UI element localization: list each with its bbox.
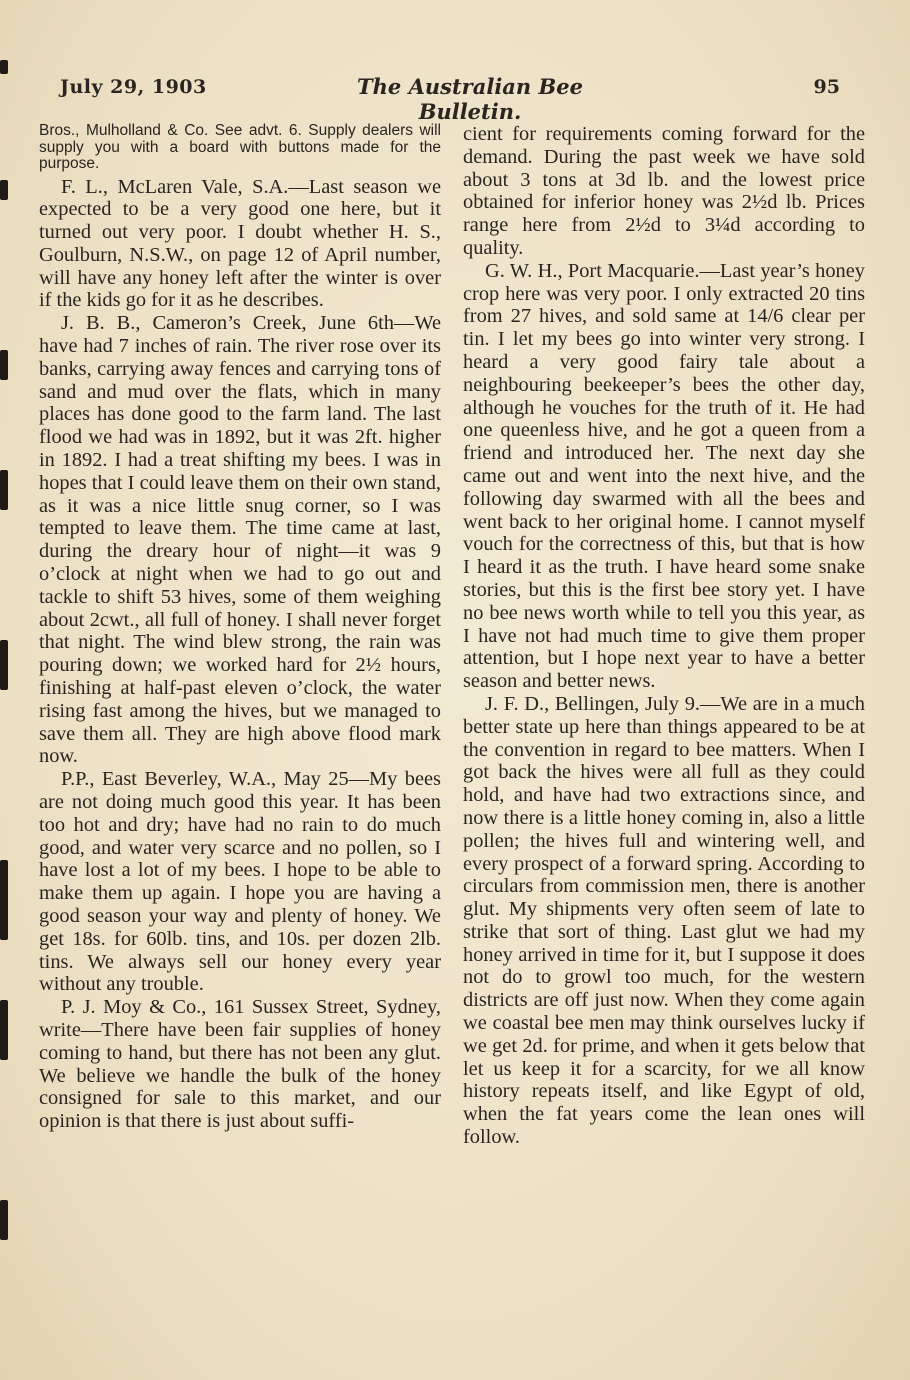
paragraph: J. F. D., Bellingen, July 9.—We are in a much better state up here than things appeared to be at the convention in regard to bee matters. When I got back the hives were all full as they could hold, and have had two extractions since, and now there is a little honey coming in, also a little pollen; the hives full and wintering well, and every prospect of a forward spring. According to circulars from commission men, there is another glut. My shipments very often seem of late to strike that sort of thing. Last glut we had my honey arrived in time for it, but I suppose it does not do to growl too much, for the western districts are off just now. When they come again we coastal bee men may think ourselves lucky if we get 2d. for prime, and when it gets below that let us keep it for a scarcity, for we all know history repeats itself, and like Egypt of old, when the fat years come the lean ones will follow. <box>463 692 865 1149</box>
binding-mark <box>0 1200 8 1240</box>
paragraph: cient for requirements coming forward for the demand. During the past week we have sold about 3 tons at 3d lb. and the lowest price obtained for inferior honey was 2½d lb. Prices range here from 2½d to 3¼d according to quality. <box>463 123 865 259</box>
publication-title: The Australian Bee Bulletin. <box>357 74 583 124</box>
running-header <box>60 74 840 124</box>
paragraph: Bros., Mulholland & Co. See advt. 6. Supply dealers will supply you with a board with buttons made for the purpose. <box>39 122 441 172</box>
binding-mark <box>0 1000 8 1060</box>
binding-mark <box>0 860 8 940</box>
binding-mark <box>0 180 8 200</box>
paragraph: G. W. H., Port Macquarie.—Last year’s honey crop here was very poor. I only extracted 20 tins from 27 hives, and sold same at 14/6 clear per tin. I let my bees go into winter very strong. I heard a very good fairy tale about a neighbouring beekeeper’s bees the other day, although he vouches for the truth of it. He had one queenless hive, and he got a queen from a friend and introduced her. The next day she came out and went into the next hive, and the following day swarmed with all the bees and went back to her original home. I cannot myself vouch for the correctness of this, but that is how I heard it as the truth. I have heard some snake stories, but this is the first bee story yet. I have no bee news worth while to tell you this year, as I have not had much time to give them proper attention, but I hope next year to have a better season and better news. <box>463 259 865 693</box>
paragraph: J. B. B., Cameron’s Creek, June 6th—We have had 7 inches of rain. The river rose over its banks, carrying away fences and carrying tons of sand and mud over the flats, which in many places has done good to the farm land. The last flood we had was in 1892, but it was 2ft. higher in 1892. I had a treat shifting my bees. I was in hopes that I could leave them on their own stand, as it was a nice little snug corner, so I was tempted to leave them. The time came at last, during the dreary hour of night—it was 9 o’clock at night when we had to go out and tackle to shift 53 hives, some of them weighing about 2cwt., all full of honey. I shall never forget that night. The wind blew strong, the rain was pouring down; we worked hard for 2½ hours, finishing at half-past eleven o’clock, the water rising fast among the hives, but we managed to save them all. They are high above flood mark now. <box>39 312 441 768</box>
paragraph: P. J. Moy & Co., 161 Sussex Street, Sydney, write—There have been fair supplies of honey coming to hand, but there has not been any glut. We believe we handle the bulk of the honey consigned for sale to this market, and our opinion is that there is just about suffi- <box>39 996 441 1133</box>
binding-mark <box>0 60 8 74</box>
binding-mark <box>0 470 8 510</box>
issue-date: July 29, 1903 <box>60 76 207 98</box>
paragraph: F. L., McLaren Vale, S.A.—Last season we expected to be a very good one here, but it turned out very poor. I doubt whether H. S., Goulburn, N.S.W., on page 12 of April number, will have any honey left after the winter is over if the kids go for it as he describes. <box>39 175 441 312</box>
page-number: 95 <box>813 76 840 98</box>
binding-mark <box>0 350 8 380</box>
left-column <box>39 123 441 1133</box>
right-column <box>463 123 865 1149</box>
paragraph: P.P., East Beverley, W.A., May 25—My bees are not doing much good this year. It has been too hot and dry; have had no rain to do much good, and water very scarce and no pollen, so I have lost a lot of my bees. I hope to be able to make them up again. I hope you are having a good season your way and plenty of honey. We get 18s. for 60lb. tins, and 10s. per dozen 2lb. tins. We always sell our honey every year without any trouble. <box>39 768 441 996</box>
binding-mark <box>0 640 8 690</box>
